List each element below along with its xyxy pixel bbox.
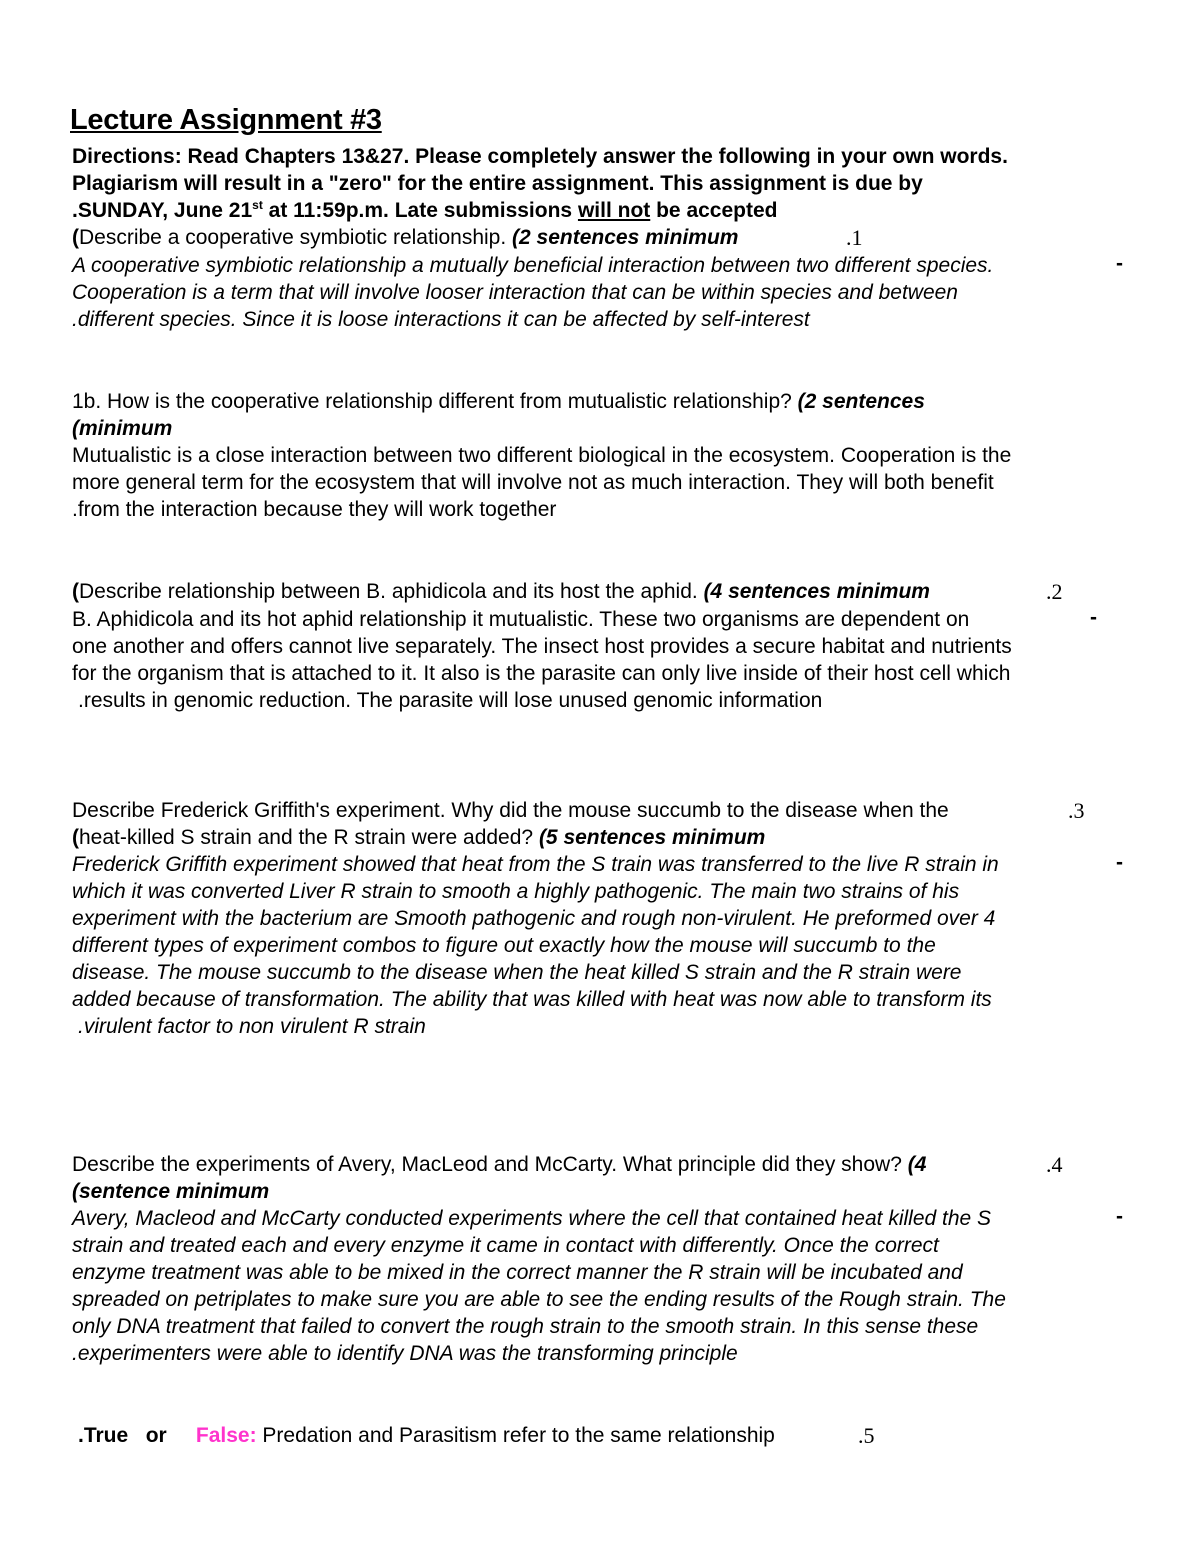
answer-1b-line-1: Mutualistic is a close interaction between two different biological in the ecosystem. Cooperation is the [72,444,1012,467]
question-text: Predation and Parasitism refer to the same relationship [256,1424,775,1447]
answer-3-line-5: disease. The mouse succumb to the disease when the heat killed S strain and the R strain were [72,961,962,984]
sentence-requirement: (2 sentences [797,390,925,413]
answer-3-line-7: .virulent factor to non virulent R strain [78,1015,426,1038]
page-title: Lecture Assignment #3 [70,104,382,136]
sentence-requirement: (4 [907,1153,927,1176]
answer-4-line-5: only DNA treatment that failed to convert the rough strain to the smooth strain. In this sense these [72,1315,979,1338]
due-time: at 11:59p.m. Late submissions [262,199,578,222]
answer-4-line-1: Avery, Macleod and McCarty conducted experiments where the cell that contained heat killed the S [72,1207,992,1230]
question-text: Describe the experiments of Avery, MacLeod and McCarty. What principle did they show? [72,1153,908,1176]
sentence-requirement: (5 sentences minimum [538,826,766,849]
question-4-line-1 [72,1151,1132,1178]
answer-2-line-4: .results in genomic reduction. The parasite will lose unused genomic information [78,689,823,712]
answer-3-dash: - [1116,851,1123,874]
question-text: 1b. How is the cooperative relationship different from mutualistic relationship? [72,390,798,413]
answer-3-line-4: different types of experiment combos to figure out exactly how the mouse will succumb to the [72,934,936,957]
true-option: .True [78,1424,129,1447]
question-3-line-1: Describe Frederick Griffith's experiment. Why did the mouse succumb to the disease when the [72,799,949,822]
question-5-number: .5 [858,1423,875,1448]
answer-4-line-3: enzyme treatment was able to be mixed in the correct manner the R strain will be incubated and [72,1261,963,1284]
sentence-requirement: (4 sentences minimum [703,580,930,603]
answer-1-line-3: .different species. Since it is loose interactions it can be affected by self-interest [72,308,810,331]
question-4-requirement: (sentence minimum [72,1180,270,1203]
answer-2-line-2: one another and offers cannot live separately. The insect host provides a secure habitat and nutrients [72,635,1012,658]
answer-4-line-6: .experimenters were able to identify DNA was the transforming principle [72,1342,738,1365]
or-separator: or [145,1424,167,1447]
answer-4-dash: - [1116,1205,1123,1228]
directions-text: Plagiarism will result in a "zero" for the entire assignment. This assignment is due by [72,172,923,195]
sentence-requirement: (2 sentences minimum [512,226,739,249]
answer-1b-line-2: more general term for the ecosystem that will involve not as much interaction. They will both benefit [72,471,994,494]
directions-line-3 [72,197,1132,224]
late-policy-emphasis: will not [577,199,651,222]
due-date: .SUNDAY, June 21 [72,199,253,222]
directions-line-1 [72,143,1132,170]
question-text: Describe relationship between B. aphidicola and its host the aphid. [79,580,704,603]
question-1b [72,388,1132,415]
answer-2-line-3: for the organism that is attached to it. It also is the parasite can only live inside of their host cell which [72,662,1011,685]
answer-1b-line-3: .from the interaction because they will work together [72,498,557,521]
question-4-number: .4 [1046,1152,1063,1177]
answer-1-dash: - [1116,252,1123,275]
question-1-number: .1 [846,225,863,250]
answer-4-line-4: spreaded on petriplates to make sure you are able to see the ending results of the Rough strain. The [72,1288,1006,1311]
question-1b-requirement: (minimum [72,417,173,440]
question-2 [72,578,1132,605]
late-policy-text: be accepted [650,199,778,222]
answer-3-line-2: which it was converted Liver R strain to smooth a highly pathogenic. The main two strains of his [72,880,960,903]
paren: ( [72,226,79,249]
answer-1-line-2: Cooperation is a term that will involve looser interaction that can be within species and between [72,281,958,304]
question-2-number: .2 [1046,579,1063,604]
directions-text: Directions: Read Chapters 13&27. Please completely answer the following in your own words. [72,145,1008,168]
question-text: heat-killed S strain and the R strain were added? [79,826,539,849]
question-5 [78,1422,1138,1449]
answer-2-line-1: B. Aphidicola and its hot aphid relationship it mutualistic. These two organisms are dependent on [72,608,970,631]
question-1 [72,224,1132,251]
answer-4-line-2: strain and treated each and every enzyme it came in contact with differently. Once the correct [72,1234,939,1257]
false-option-highlighted: False: [195,1424,257,1447]
answer-3-line-1: Frederick Griffith experiment showed that heat from the S train was transferred to the live R strain in [72,853,999,876]
answer-3-line-3: experiment with the bacterium are Smooth pathogenic and rough non-virulent. He preformed over 4 [72,907,996,930]
answer-1-line-1: A cooperative symbiotic relationship a mutually beneficial interaction between two different species. [72,254,994,277]
answer-3-line-6: added because of transformation. The ability that was killed with heat was now able to transform its [72,988,992,1011]
due-date-suffix: st [252,198,263,212]
directions-line-2 [72,170,1132,197]
question-3-line-2 [72,824,1132,851]
question-3-number: .3 [1068,798,1085,823]
paren: ( [72,826,79,849]
answer-2-dash: - [1090,606,1097,629]
question-text: Describe a cooperative symbiotic relationship. [79,226,513,249]
paren: ( [72,580,79,603]
